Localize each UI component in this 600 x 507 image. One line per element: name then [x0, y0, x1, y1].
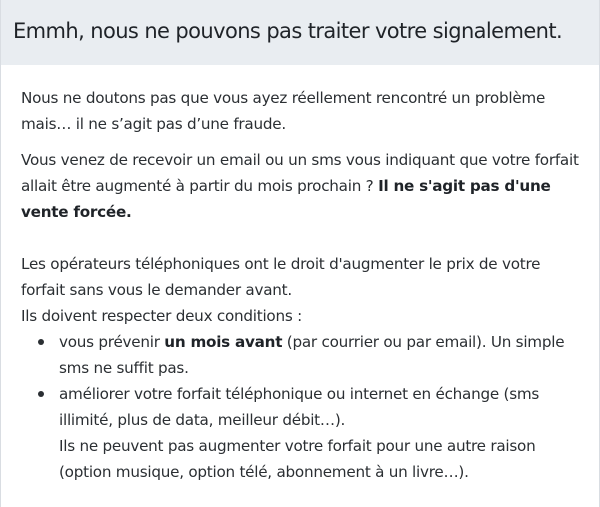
rights-paragraph: [21, 251, 579, 329]
card-title: Emmh, nous ne pouvons pas traiter votre signalement.: [13, 19, 563, 43]
condition-highlight: un mois avant: [164, 333, 283, 351]
card-header: [1, 0, 599, 65]
rights-text: Les opérateurs téléphoniques ont le droit d'augmenter le prix de votre forfait sans vous le demander avant.: [21, 255, 541, 299]
condition-note: Ils ne peuvent pas augmenter votre forfait pour une autre raison (option musique, option télé, abonnement à un livre…).: [59, 437, 536, 481]
conditions-list: [21, 329, 579, 485]
situation-paragraph: [21, 147, 579, 225]
bullet-icon: [38, 339, 44, 345]
condition-text: améliorer votre forfait téléphonique ou internet en échange (sms illimité, plus de data, meilleur débit…).: [59, 385, 540, 429]
intro-paragraph: Nous ne doutons pas que vous ayez réellement rencontré un problème mais… il ne s’agit pas d’une fraude.: [21, 89, 546, 133]
bullet-icon: [38, 391, 44, 397]
condition-text: vous prévenir: [59, 333, 165, 351]
card-body: [1, 65, 599, 485]
situation-text: Vous venez de recevoir un email ou un sms vous indiquant que votre forfait allait être augmenté à partir du mois prochain ?: [21, 151, 579, 195]
condition-item: [59, 381, 579, 485]
condition-item: [59, 329, 579, 381]
condition-text: (par courrier ou par email). Un simple sms ne suffit pas.: [59, 333, 565, 377]
situation-conclusion: Il ne s'agit pas d'une vente forcée.: [21, 177, 551, 221]
conditions-intro: Ils doivent respecter deux conditions :: [21, 307, 302, 325]
